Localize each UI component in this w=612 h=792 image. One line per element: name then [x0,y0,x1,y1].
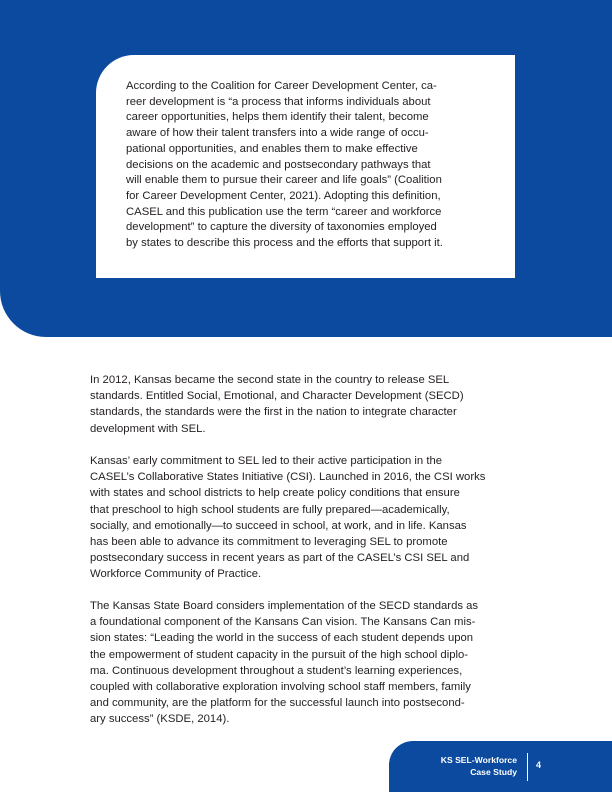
paragraph-line: In 2012, Kansas became the second state in the country to release SEL [90,374,450,386]
body-paragraph-kansas-2012 [90,372,540,437]
paragraph-line: Kansas’ early commitment to SEL led to their active participation in the [90,455,443,467]
callout-line: pational opportunities, and enables them to make effective [126,142,418,155]
callout-line: development” to capture the diversity of taxonomies employed [126,221,437,234]
footer-document-title [400,755,517,778]
callout-line: decisions on the academic and postsecondary pathways that [126,158,431,171]
paragraph-line: CASEL’s Collaborative States Initiative (CSI). Launched in 2016, the CSI works [90,471,486,484]
callout-line: reer development is “a process that informs individuals about [126,95,431,108]
callout-line: CASEL and this publication use the term “career and workforce [126,205,442,218]
paragraph-line: Workforce Community of Practice. [90,568,262,581]
paragraph-line: The Kansas State Board considers implementation of the SECD standards as [90,600,479,612]
paragraph-line: development with SEL. [90,422,206,435]
body-paragraph-csi [90,453,540,583]
paragraph-line: a foundational component of the Kansans Can vision. The Kansans Can mis- [90,616,476,629]
paragraph-line: has been able to advance its commitment to leveraging SEL to promote [90,536,448,549]
paragraph-line: ma. Continuous development throughout a student’s learning experiences, [90,664,463,677]
callout-line: career opportunities, helps them identify their talent, become [126,111,429,124]
footer-title-line: KS SEL-Workforce [440,755,517,765]
body-paragraph-kansans-can [90,598,540,728]
paragraph-line: socially, and emotionally—to succeed in school, at work, and in life. Kansas [90,519,467,532]
paragraph-line: standards. Entitled Social, Emotional, and Character Development (SECD) [90,390,464,403]
footer-title-line: Case Study [470,766,517,777]
page-number: 4 [536,760,542,770]
paragraph-line: standards, the standards were the first in the nation to integrate character [90,406,457,419]
callout-line: According to the Coalition for Career Development Center, ca- [126,80,437,92]
paragraph-line: with states and school districts to help create policy conditions that ensure [90,487,460,500]
paragraph-line: the empowerment of student capacity in the pursuit of the high school diplo- [90,648,469,661]
paragraph-line: coupled with collaborative exploration involving school staff members, family [90,681,471,694]
callout-line: by states to describe this process and the efforts that support it. [126,237,443,250]
paragraph-line: and community, are the platform for the successful launch into postsecond- [90,697,465,710]
callout-line: for Career Development Center, 2021). Adopting this definition, [126,189,441,202]
paragraph-line: that preschool to high school students are fully prepared—academically, [90,503,450,516]
definition-callout-text [126,79,494,252]
callout-line: aware of how their talent transfers into a wide range of occu- [126,127,429,140]
paragraph-line: postsecondary success in recent years as part of the CASEL’s CSI SEL and [90,552,470,565]
footer-divider [527,753,528,781]
paragraph-line: sion states: “Leading the world in the success of each student depends upon [90,632,474,645]
callout-line: will enable them to pursue their career and life goals” (Coalition [126,174,442,187]
paragraph-line: ary success” (KSDE, 2014). [90,713,230,726]
